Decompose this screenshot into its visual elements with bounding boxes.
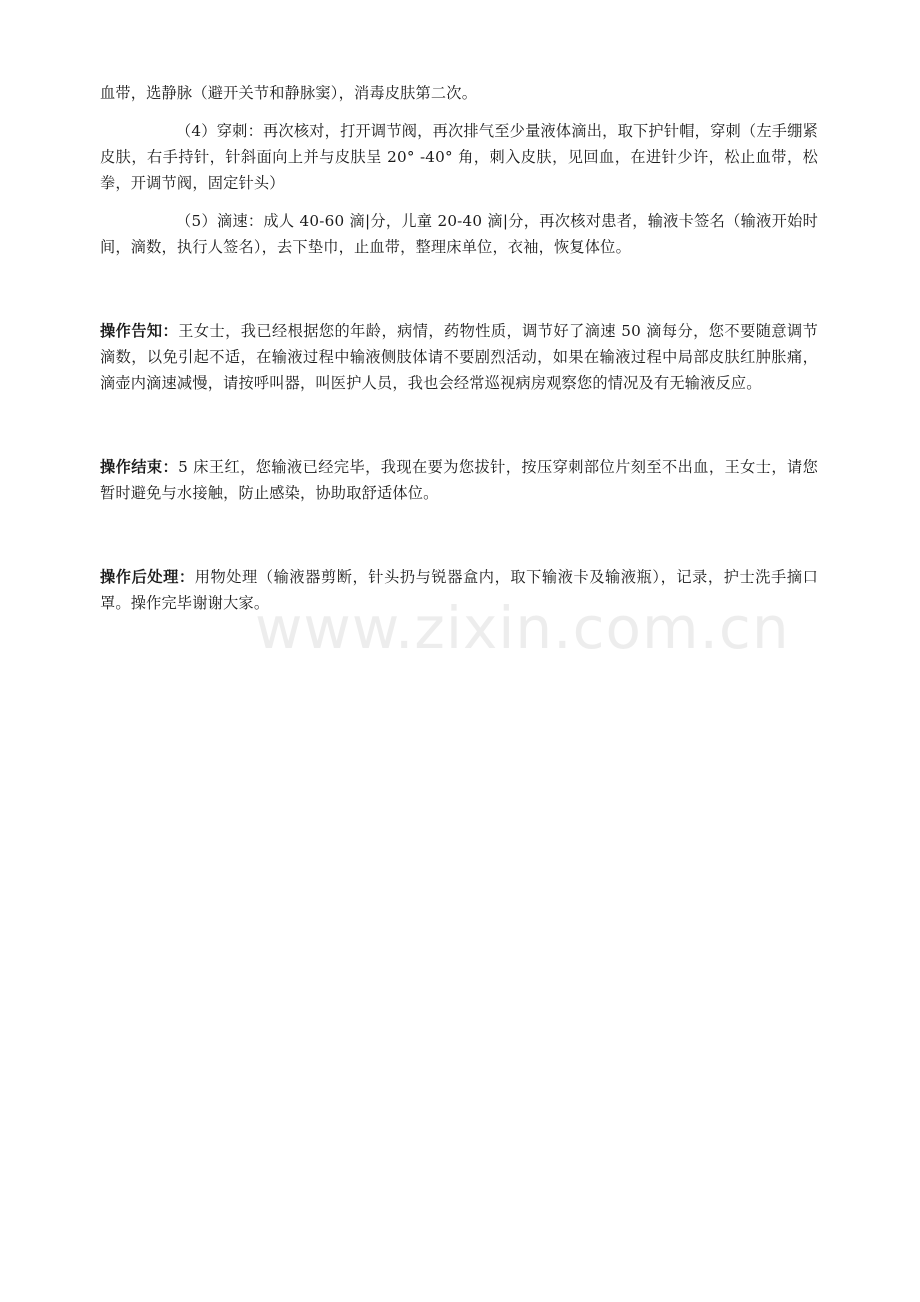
- paragraph-text: （5）滴速：成人 40-60 滴|分，儿童 20-40 滴|分，再次核对患者，输液卡签名（输液开始时间，滴数，执行人签名），去下垫巾，止血带，整理床单位，衣袖，恢复体位。: [100, 212, 818, 256]
- section-text: 王女士，我已经根据您的年龄，病情，药物性质，调节好了滴速 50 滴每分，您不要随意调节滴数，以免引起不适，在输液过程中输液侧肢体请不要剧烈活动，如果在输液过程中局部皮肤红肿胀痛，滴壶内滴速减慢，请按呼叫器，叫医护人员，我也会经常巡视病房观察您的情况及有无输液反应。: [100, 322, 818, 392]
- section-label: 操作结束：: [100, 458, 179, 476]
- watermark: www.zixin.com.cn: [255, 594, 790, 662]
- paragraph-step-4-puncture: [100, 118, 818, 196]
- paragraph-text: 血带，选静脉（避开关节和静脉窦），消毒皮肤第二次。: [100, 84, 478, 102]
- paragraph-text: （4）穿刺：再次核对，打开调节阀，再次排气至少量液体滴出，取下护针帽，穿刺（左手绷紧皮肤，右手持针，针斜面向上并与皮肤呈 20° -40° 角，刺入皮肤，见回血，在进针少许，松止血带，松拳，开调节阀，固定针头）: [100, 122, 818, 192]
- paragraph-vein-selection: [100, 80, 818, 106]
- section-label: 操作后处理：: [100, 568, 195, 586]
- section-post-operation: [100, 564, 818, 616]
- paragraph-step-5-drip-rate: [100, 208, 818, 260]
- section-text: 5 床王红，您输液已经完毕，我现在要为您拔针，按压穿刺部位片刻至不出血，王女士，请您暂时避免与水接触，防止感染，协助取舒适体位。: [100, 458, 819, 502]
- document-body: [100, 80, 818, 616]
- section-label: 操作告知：: [100, 322, 179, 340]
- section-text: 用物处理（输液器剪断，针头扔与锐器盒内，取下输液卡及输液瓶），记录，护士洗手摘口罩。操作完毕谢谢大家。: [100, 568, 818, 612]
- section-operation-end: [100, 454, 818, 506]
- section-operation-notice: [100, 318, 818, 396]
